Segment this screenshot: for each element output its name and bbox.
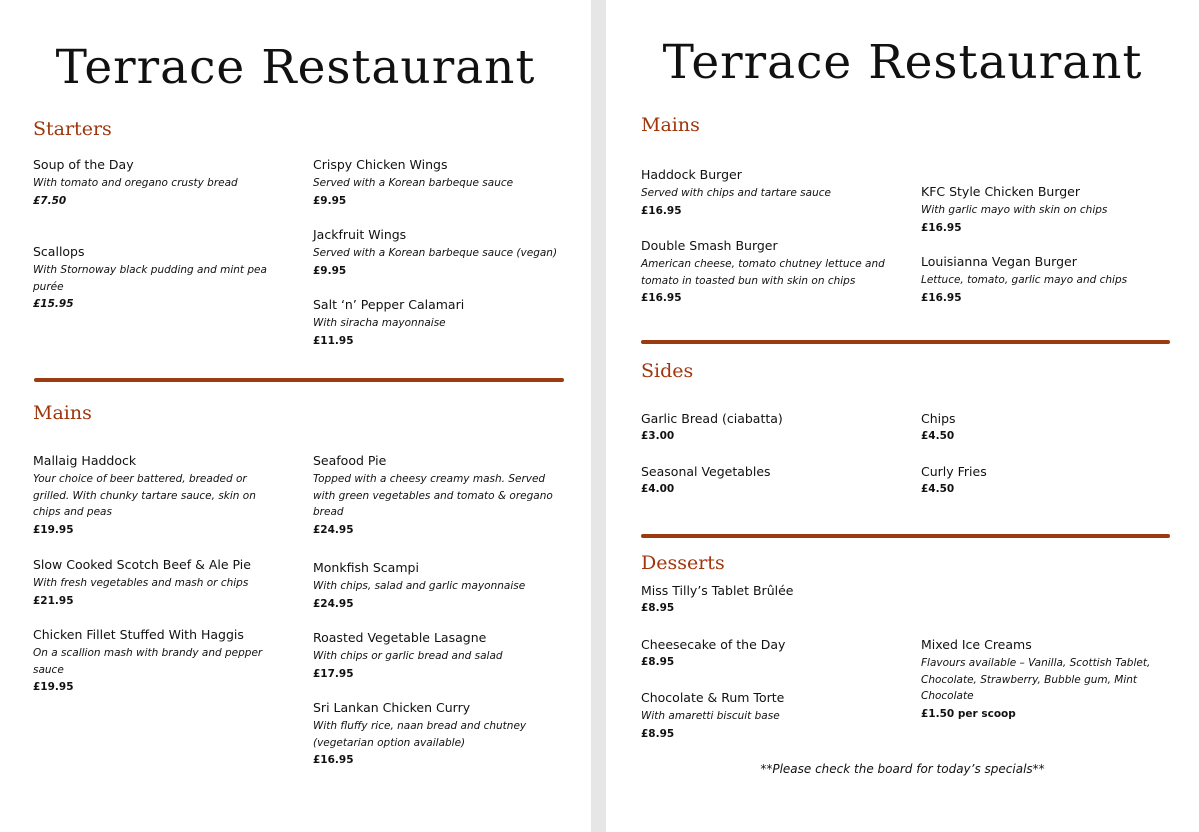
section-divider: [641, 534, 1170, 538]
item-description: Topped with a cheesy creamy mash. Served with green vegetables and tomato & oregano bread: [313, 473, 553, 518]
menu-item: [33, 626, 273, 695]
item-name: Seasonal Vegetables: [641, 464, 771, 479]
item-name: Mixed Ice Creams: [921, 637, 1032, 652]
item-description: Served with a Korean barbeque sauce (vegan): [313, 247, 558, 259]
item-price: £24.95: [313, 597, 354, 610]
item-description: Served with a Korean barbeque sauce: [313, 177, 514, 189]
item-price: £3.00: [641, 430, 675, 442]
menu-item: [33, 156, 273, 209]
item-name: Soup of the Day: [33, 157, 134, 172]
item-price: £9.95: [313, 194, 347, 207]
item-name: Chips: [921, 411, 956, 426]
menu-item: [33, 452, 268, 538]
menu-item: [921, 183, 1171, 236]
item-description: With fluffy rice, naan bread and chutney (vegetarian option available): [313, 720, 527, 749]
item-name: Curly Fries: [921, 464, 987, 479]
item-description: With fresh vegetables and mash or chips: [33, 577, 249, 589]
menu-item: [313, 296, 563, 349]
item-name: Cheesecake of the Day: [641, 637, 786, 652]
menu-item: [313, 699, 543, 768]
item-description: With chips, salad and garlic mayonnaise: [313, 580, 526, 592]
section-heading-sides: Sides: [641, 360, 694, 382]
item-name: Jackfruit Wings: [313, 227, 407, 242]
item-description: Your choice of beer battered, breaded or grilled. With chunky tartare sauce, skin on chips and peas: [33, 473, 256, 518]
item-price: £19.95: [33, 681, 74, 693]
menu-item: [921, 636, 1161, 722]
item-price: £4.50: [921, 483, 955, 495]
menu-item: [921, 410, 1166, 444]
item-name: Chicken Fillet Stuffed With Haggis: [33, 627, 244, 642]
item-description: With siracha mayonnaise: [313, 317, 446, 329]
item-name: Roasted Vegetable Lasagne: [313, 630, 487, 645]
item-description: With Stornoway black pudding and mint pea purée: [33, 264, 267, 293]
menu-page-2: [606, 0, 1199, 832]
item-price: £15.95: [33, 298, 74, 310]
item-name: Scallops: [33, 244, 85, 259]
item-price: £16.95: [921, 291, 962, 304]
menu-item: [641, 463, 886, 497]
item-price: £7.50: [33, 194, 67, 207]
item-name: Mallaig Haddock: [33, 453, 137, 468]
item-price: £16.95: [641, 204, 682, 217]
item-price: £4.00: [641, 483, 675, 495]
menu-item: [313, 629, 563, 682]
item-price: £16.95: [921, 221, 962, 234]
item-price: £19.95: [33, 523, 74, 536]
item-name: Haddock Burger: [641, 167, 742, 182]
item-price: £21.95: [33, 594, 74, 607]
menu-item: [641, 410, 886, 444]
item-price: £8.95: [641, 602, 675, 614]
section-heading-desserts: Desserts: [641, 552, 725, 574]
item-price: £16.95: [313, 754, 354, 766]
item-description: On a scallion mash with brandy and pepper sauce: [33, 647, 263, 676]
item-name: Sri Lankan Chicken Curry: [313, 700, 471, 715]
menu-item: [313, 226, 563, 279]
item-price: £11.95: [313, 334, 354, 347]
item-description: With garlic mayo with skin on chips: [921, 204, 1108, 216]
item-name: KFC Style Chicken Burger: [921, 184, 1081, 199]
item-price: £4.50: [921, 430, 955, 442]
item-description: American cheese, tomato chutney lettuce and tomato in toasted bun with skin on chips: [641, 258, 885, 287]
menu-page-1: [0, 0, 591, 832]
section-heading-mains: Mains: [641, 114, 700, 136]
menu-item: [33, 556, 273, 609]
item-description: With tomato and oregano crusty bread: [33, 177, 238, 189]
item-price: £16.95: [641, 292, 682, 304]
item-description: With amaretti biscuit base: [641, 710, 780, 722]
menu-item: [33, 243, 273, 312]
menu-item: [641, 636, 886, 670]
item-name: Louisianna Vegan Burger: [921, 254, 1077, 269]
item-name: Miss Tilly’s Tablet Brûlée: [641, 583, 794, 598]
page-title: Terrace Restaurant: [662, 35, 1143, 90]
menu-item: [921, 463, 1166, 497]
item-price: £24.95: [313, 523, 354, 536]
item-description: Served with chips and tartare sauce: [641, 187, 831, 199]
item-price: £1.50 per scoop: [921, 707, 1016, 720]
item-description: With chips or garlic bread and salad: [313, 650, 503, 662]
menu-item: [641, 582, 886, 616]
item-price: £8.95: [641, 656, 675, 668]
item-name: Seafood Pie: [313, 453, 387, 468]
item-description: Flavours available – Vanilla, Scottish Tablet, Chocolate, Strawberry, Bubble gum, Mint Chocolate: [921, 657, 1151, 702]
menu-item: [313, 156, 563, 209]
item-price: £9.95: [313, 264, 347, 277]
section-divider: [641, 340, 1170, 344]
section-divider: [34, 378, 564, 382]
item-description: Lettuce, tomato, garlic mayo and chips: [921, 274, 1128, 286]
item-price: £8.95: [641, 727, 675, 740]
menu-item: [641, 166, 886, 219]
item-name: Crispy Chicken Wings: [313, 157, 448, 172]
item-name: Garlic Bread (ciabatta): [641, 411, 783, 426]
item-name: Salt ‘n’ Pepper Calamari: [313, 297, 465, 312]
item-name: Double Smash Burger: [641, 238, 778, 253]
item-price: £17.95: [313, 667, 354, 680]
menu-item: [313, 559, 563, 612]
item-name: Slow Cooked Scotch Beef & Ale Pie: [33, 557, 251, 572]
item-name: Chocolate & Rum Torte: [641, 690, 785, 705]
menu-item: [641, 689, 886, 742]
menu-item: [641, 237, 886, 306]
specials-note: **Please check the board for today’s specials**: [760, 762, 1045, 776]
page-title: Terrace Restaurant: [55, 40, 536, 95]
section-heading-starters: Starters: [33, 118, 112, 140]
item-name: Monkfish Scampi: [313, 560, 419, 575]
menu-item: [921, 253, 1171, 306]
menu-item: [313, 452, 553, 538]
section-heading-mains: Mains: [33, 402, 92, 424]
